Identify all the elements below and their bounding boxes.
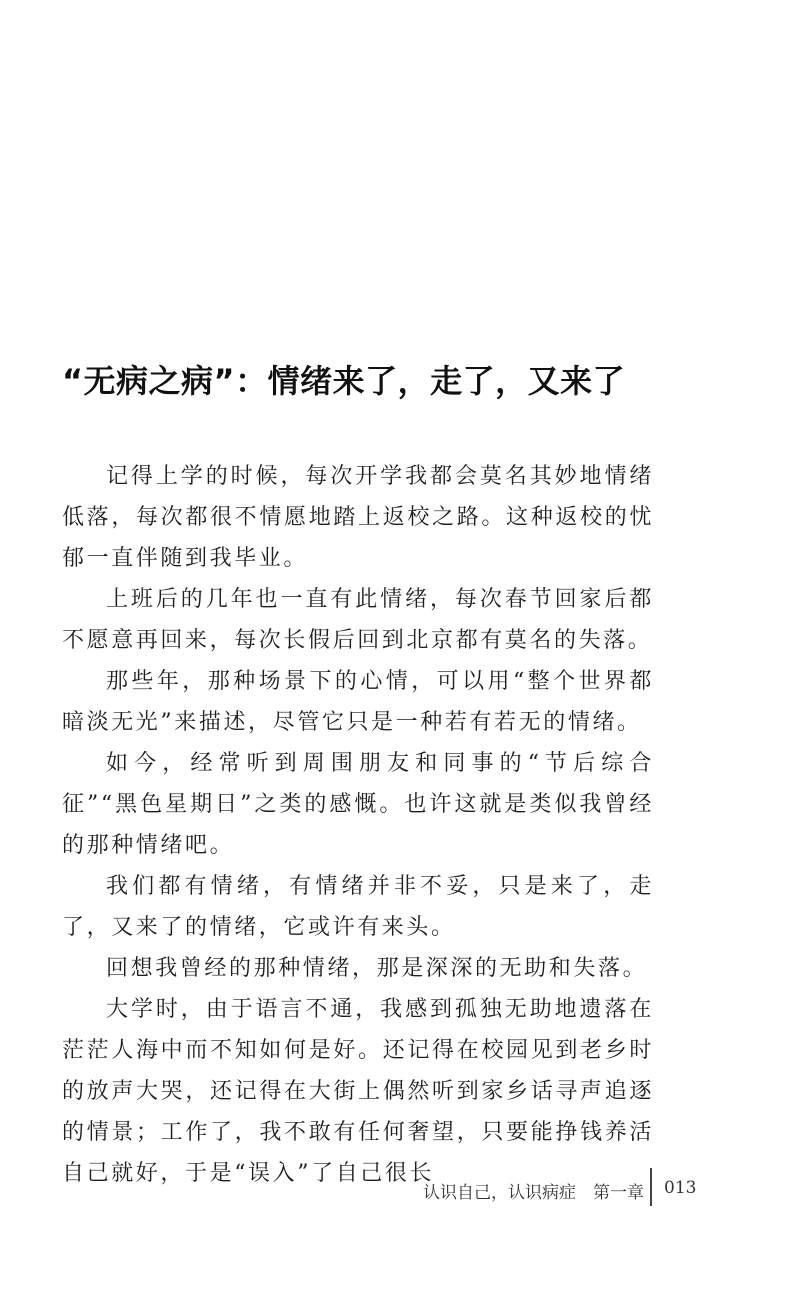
paragraph: 那些年，那种场景下的心情，可以用“整个世界都暗淡无光”来描述，尽管它只是一种若有若无的情绪。 — [62, 669, 654, 735]
paragraph: 回想我曾经的那种情绪，那是深深的无助和失落。 — [106, 956, 648, 981]
section-heading: “无病之病”：情绪来了，走了，又来了 — [62, 362, 626, 401]
paragraph: 上班后的几年也一直有此情绪，每次春节回家后都不愿意再回来，每次长假后回到北京都有莫名的失落。 — [62, 587, 654, 653]
body-text — [62, 456, 654, 1194]
paragraph: 大学时，由于语言不通，我感到孤独无助地遗落在茫茫人海中而不知如何是好。还记得在校园见到老乡时的放声大哭，还记得在大街上偶然听到家乡话寻声追逐的情景；工作了，我不敢有任何奢望，只要能挣钱养活自己就好，于是“误入”了自己很长 — [62, 997, 654, 1186]
running-footer-chapter: 认识自己，认识病症 第一章 — [423, 1183, 644, 1203]
paragraph: 我们都有情绪，有情绪并非不妥，只是来了，走了，又来了的情绪，它或许有来头。 — [62, 874, 654, 940]
footer-divider — [650, 1168, 652, 1206]
page-footer — [0, 1168, 800, 1208]
paragraph: 如今，经常听到周围朋友和同事的“节后综合征”“黑色星期日”之类的感慨。也许这就是类似我曾经的那种情绪吧。 — [62, 751, 654, 858]
paragraph: 记得上学的时候，每次开学我都会莫名其妙地情绪低落，每次都很不情愿地踏上返校之路。这种返校的忧郁一直伴随到我毕业。 — [62, 464, 654, 571]
page-number: 013 — [664, 1178, 697, 1198]
